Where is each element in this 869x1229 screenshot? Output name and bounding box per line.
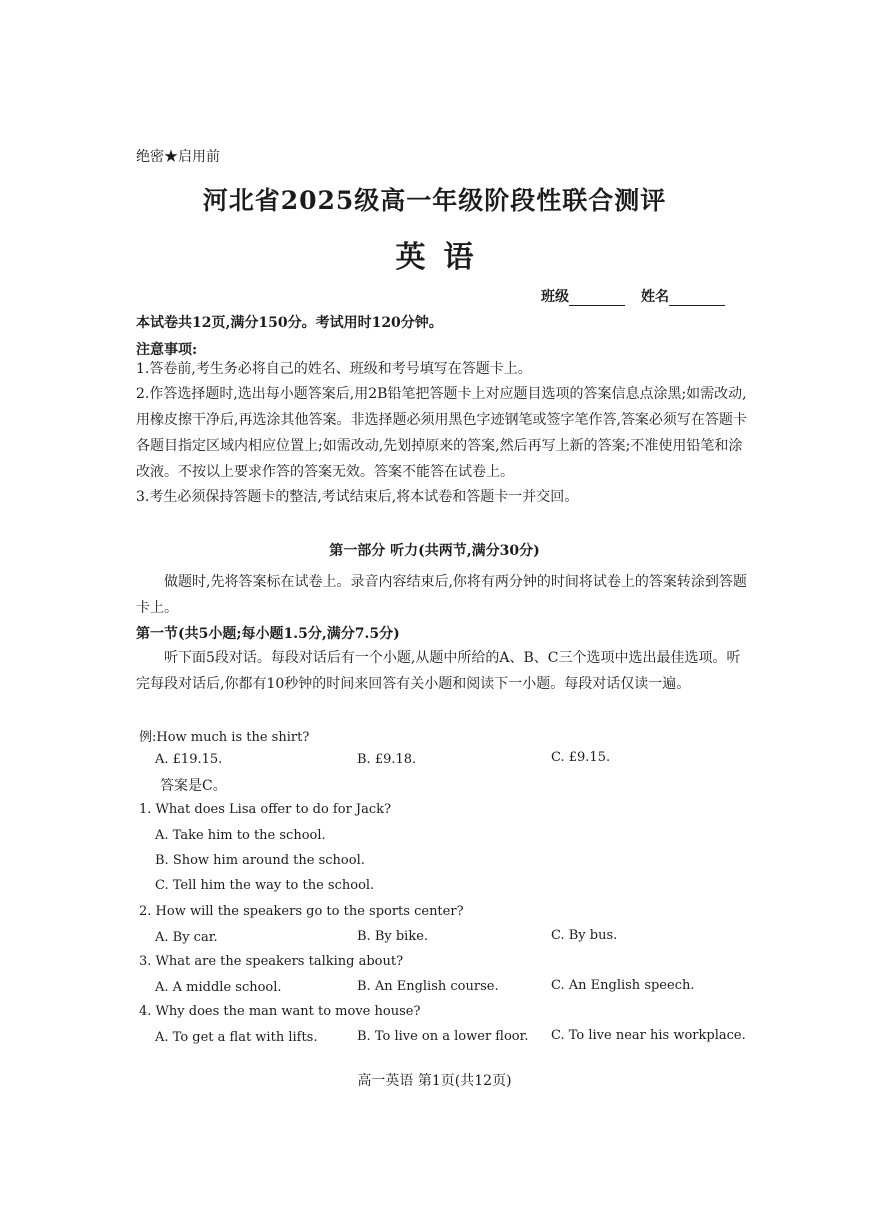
question-3: 3. What are the speakers talking about? [139, 954, 404, 969]
notice-item: 2.作答选择题时,选出每小题答案后,用2B铅笔把答题卡上对应题目选项的答案信息点涂黑;如需改动,用橡皮擦干净后,再选涂其他答案。非选择题必须用黑色字迹钢笔或签字笔作答,答案必须写在答题卡各题目指定区域内相应位置上;如需改动,先划掉原来的答案,然后再写上新的答案;不准使用铅笔和涂改液。不按以上要求作答的答案无效。答案不能答在试卷上。 [136, 386, 747, 480]
question-1-option-a: A. Take him to the school. [155, 828, 326, 843]
example-answer: 答案是C。 [160, 778, 227, 794]
exam-intro: 本试卷共12页,满分150分。考试用时120分钟。 [136, 315, 443, 331]
question-4-option-a: A. To get a flat with lifts. [155, 1030, 318, 1045]
question-1: 1. What does Lisa offer to do for Jack? [139, 802, 392, 817]
example-question: 例:How much is the shirt? [139, 730, 310, 745]
example-option-c: C. £9.15. [551, 750, 611, 765]
page-footer: 高一英语 第1页(共12页) [357, 1073, 512, 1089]
notice-item: 3.考生必须保持答题卡的整洁,考试结束后,将本试卷和答题卡一并交回。 [136, 489, 579, 505]
section-one-title: 第一节(共5小题;每小题1.5分,满分7.5分) [136, 626, 400, 642]
question-2: 2. How will the speakers go to the sports center? [139, 904, 464, 919]
example-option-b: B. £9.18. [357, 752, 417, 767]
student-info-fields [541, 286, 725, 306]
subject-title: 英语 [395, 240, 492, 275]
section-one-instruction: 听下面5段对话。每段对话后有一个小题,从题中所给的A、B、C三个选项中选出最佳选项。听完每段对话后,你都有10秒钟的时间来回答有关小题和阅读下一小题。每段对话仅读一遍。 [136, 650, 741, 692]
question-2-option-c: C. By bus. [551, 928, 618, 943]
question-4: 4. Why does the man want to move house? [139, 1004, 421, 1019]
part-one-instruction: 做题时,先将答案标在试卷上。录音内容结束后,你将有两分钟的时间将试卷上的答案转涂到答题卡上。 [136, 574, 747, 616]
notices-title: 注意事项: [136, 342, 198, 358]
question-3-option-b: B. An English course. [357, 979, 499, 994]
question-2-option-a: A. By car. [155, 930, 218, 945]
exam-title: 河北省2025级高一年级阶段性联合测评 [202, 186, 667, 215]
part-one-title: 第一部分 听力(共两节,满分30分) [329, 543, 540, 559]
question-4-option-c: C. To live near his workplace. [551, 1028, 746, 1043]
name-blank [669, 291, 725, 306]
question-4-option-b: B. To live on a lower floor. [357, 1029, 529, 1044]
name-label: 姓名 [641, 289, 669, 305]
class-label: 班级 [541, 289, 569, 305]
question-1-option-c: C. Tell him the way to the school. [155, 878, 375, 893]
confidential-mark: 绝密★启用前 [136, 149, 220, 165]
example-option-a: A. £19.15. [155, 752, 223, 767]
question-2-option-b: B. By bike. [357, 929, 429, 944]
question-3-option-a: A. A middle school. [155, 980, 282, 995]
question-1-option-b: B. Show him around the school. [155, 853, 365, 868]
question-3-option-c: C. An English speech. [551, 978, 695, 993]
notice-item: 1.答卷前,考生务必将自己的姓名、班级和考号填写在答题卡上。 [136, 361, 532, 377]
class-blank [569, 291, 625, 306]
